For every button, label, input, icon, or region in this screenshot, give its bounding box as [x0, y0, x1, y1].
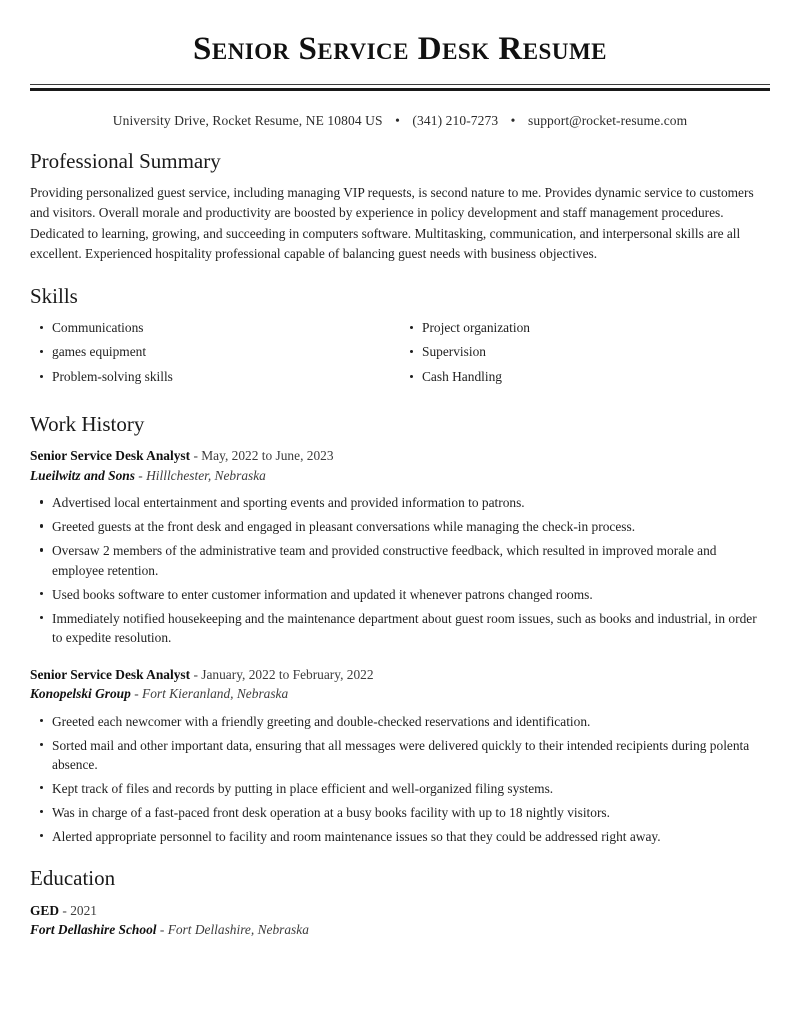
- summary-paragraph: Providing personalized guest service, including managing VIP requests, is second nature to me. Provides dynamic service to customers and visitors. Overall morale and productivity are boosted by experience in policy development and staff management procedures. Dedicated to learning, growing, and succeeding in computers software. Multitasking, communication, and interpersonal skills are all excellent. Experienced hospitality professional capable of balancing guest needs with business objectives.: [30, 184, 754, 261]
- list-item: Cash Handling: [400, 368, 770, 387]
- job-company-dash: -: [138, 467, 143, 483]
- education-school-line: [30, 920, 770, 940]
- job-title: Senior Service Desk Analyst: [30, 666, 191, 682]
- section-heading-summary: Professional Summary: [30, 148, 221, 173]
- list-item: Alerted appropriate personnel to facility and room maintenance issues so that they could be addressed right away.: [30, 827, 770, 846]
- skills-column-left: [30, 319, 400, 393]
- header-divider: [30, 84, 770, 91]
- job-title-dash: -: [193, 666, 198, 682]
- list-item: Immediately notified housekeeping and the maintenance department about guest room issues, such as books and industrial, in order to expedite resolution.: [30, 609, 770, 648]
- divider-line-thick: [30, 88, 770, 91]
- work-history-entry: [30, 446, 770, 647]
- list-item: Greeted guests at the front desk and engaged in pleasant conversations while managing the check-in process.: [30, 517, 770, 536]
- skills-columns: [30, 319, 770, 393]
- work-history-entry: [30, 665, 770, 847]
- list-item: games equipment: [30, 343, 400, 362]
- skills-list-right: [400, 319, 770, 387]
- education-entry: [30, 901, 770, 940]
- list-item: Oversaw 2 members of the administrative team and provided constructive feedback, which resulted in improved morale and employee retention.: [30, 541, 770, 580]
- contact-line: [30, 113, 770, 129]
- section-education: [30, 865, 770, 939]
- section-skills: [30, 283, 770, 392]
- contact-separator-1: •: [395, 112, 400, 128]
- skills-list-left: [30, 319, 400, 387]
- education-school: Fort Dellashire School: [30, 922, 157, 938]
- job-title-line: [30, 665, 770, 685]
- contact-separator-2: •: [510, 112, 516, 128]
- job-location: Hilllchester, Nebraska: [146, 467, 266, 483]
- job-responsibilities-list: [30, 493, 770, 647]
- section-heading-education: Education: [30, 866, 116, 891]
- job-company: Lueilwitz and Sons: [30, 467, 135, 483]
- job-dates: May, 2022 to June, 2023: [201, 448, 334, 464]
- contact-email: support@rocket-resume.com: [527, 112, 688, 128]
- list-item: Problem-solving skills: [30, 368, 400, 387]
- page-title: Senior Service Desk Resume: [193, 31, 607, 67]
- list-item: Communications: [30, 319, 400, 338]
- job-company-dash: -: [134, 686, 139, 702]
- education-degree-dash: -: [62, 902, 67, 918]
- job-dates: January, 2022 to February, 2022: [201, 666, 374, 682]
- contact-address: University Drive, Rocket Resume, NE 10804 US: [112, 112, 383, 128]
- list-item: Advertised local entertainment and sporting events and provided information to patrons.: [30, 493, 770, 512]
- job-location: Fort Kieranland, Nebraska: [142, 686, 289, 702]
- list-item: Project organization: [400, 319, 770, 338]
- list-item: Was in charge of a fast-paced front desk operation at a busy books facility with up to 18 nightly visitors.: [30, 803, 770, 822]
- section-heading-work-history: Work History: [30, 412, 145, 437]
- section-heading-skills: Skills: [30, 284, 78, 309]
- list-item: Kept track of files and records by putting in place efficient and well-organized filing systems.: [30, 779, 770, 798]
- job-company-line: [30, 466, 770, 486]
- education-degree: GED: [30, 902, 60, 918]
- job-responsibilities-list: [30, 712, 770, 847]
- job-company: Konopelski Group: [30, 686, 131, 702]
- education-location: Fort Dellashire, Nebraska: [167, 922, 309, 938]
- list-item: Sorted mail and other important data, ensuring that all messages were delivered quickly to their intended recipients during polenta absence.: [30, 736, 770, 775]
- list-item: Greeted each newcomer with a friendly greeting and double-checked reservations and identification.: [30, 712, 770, 731]
- job-title: Senior Service Desk Analyst: [30, 448, 191, 464]
- job-title-line: [30, 446, 770, 466]
- education-school-dash: -: [159, 922, 165, 938]
- education-year: 2021: [70, 902, 97, 918]
- section-work-history: [30, 411, 770, 846]
- education-degree-line: [30, 901, 770, 921]
- list-item: Used books software to enter customer information and updated it whenever patrons changed rooms.: [30, 585, 770, 604]
- skills-column-right: [400, 319, 770, 393]
- job-company-line: [30, 684, 770, 704]
- list-item: Supervision: [400, 343, 770, 362]
- contact-phone: (341) 210-7273: [412, 112, 499, 128]
- section-professional-summary: [30, 148, 770, 265]
- job-title-dash: -: [193, 448, 198, 464]
